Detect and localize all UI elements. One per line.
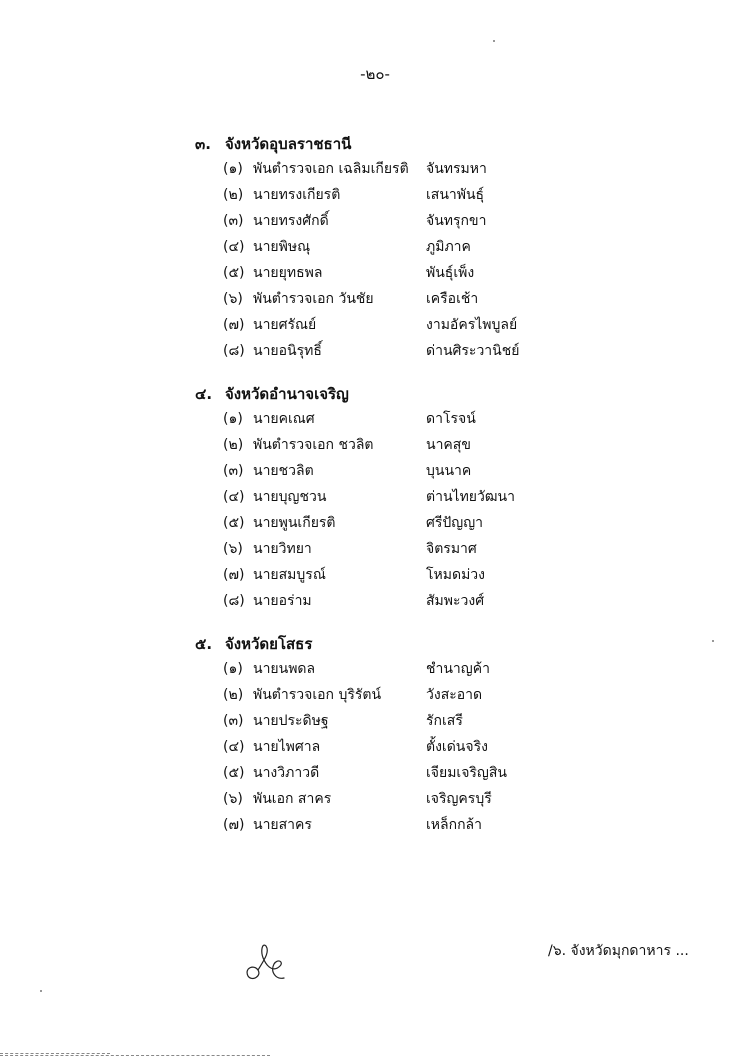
person-surname: เจริญครบุรี [426,791,492,807]
section-number: ๓. [195,135,211,153]
list-item [0,564,750,588]
list-item [0,210,750,234]
person-surname: สัมพะวงศ์ [426,593,485,609]
item-index: (๕) [223,265,245,281]
person-surname: จิตรมาศ [426,541,477,557]
person-surname: นาคสุข [426,437,471,453]
person-surname: งามอัครไพบูลย์ [426,317,518,333]
item-index: (๑) [223,661,243,677]
person-surname: ภูมิภาค [426,239,471,255]
person-surname: บุนนาค [426,463,472,479]
section-name: จังหวัดยโสธร [225,635,313,653]
section-number: ๕. [195,635,213,653]
person-name: นายสาคร [253,817,312,833]
list-item [0,434,750,458]
list-item [0,262,750,286]
item-index: (๓) [223,713,244,729]
person-surname: ศรีปัญญา [426,515,484,531]
list-item [0,486,750,510]
person-name: พันตำรวจเอก วันชัย [253,291,374,307]
section-name: จังหวัดอุบลราชธานี [225,135,352,153]
section-name: จังหวัดอำนาจเจริญ [225,385,349,403]
scan-speck [712,640,714,642]
item-index: (๔) [223,489,245,505]
person-surname: เหล็กกล้า [426,817,482,833]
person-surname: ดาโรจน์ [426,411,476,427]
list-item [0,288,750,312]
continuation-note: /๖. จังหวัดมุกดาหาร ... [548,943,689,959]
person-name: พันตำรวจเอก บุริรัตน์ [253,687,382,703]
person-surname: วังสะอาด [426,687,483,703]
person-name: นายทรงเกียรติ [253,187,341,203]
list-item [0,762,750,786]
item-index: (๖) [223,291,243,307]
list-item [0,340,750,364]
scan-speck [40,990,42,992]
list-item [0,736,750,760]
item-index: (๖) [223,541,243,557]
person-surname: จันทรมหา [426,161,487,177]
item-index: (๑) [223,411,243,427]
item-index: (๔) [223,239,245,255]
section-number: ๔. [195,385,213,403]
person-name: นายยุทธพล [253,265,323,281]
list-item [0,184,750,208]
item-index: (๕) [223,765,245,781]
person-surname: รักเสรี [426,713,463,729]
person-name: นายไพศาล [253,739,321,755]
item-index: (๗) [223,817,245,833]
list-item [0,538,750,562]
item-index: (๒) [223,187,244,203]
person-name: นายประดิษฐ [253,713,329,729]
scan-speck [493,40,495,42]
person-surname: ตั้งเด่นจริง [426,739,488,755]
item-index: (๓) [223,463,244,479]
person-surname: เสนาพันธุ์ [426,187,485,203]
person-name: นางวิภาวดี [253,765,320,781]
person-name: นายนพดล [253,661,316,677]
item-index: (๘) [223,593,245,609]
person-surname: ชำนาญค้า [426,661,490,677]
item-index: (๗) [223,317,245,333]
list-item [0,590,750,614]
person-surname: เจียมเจริญสิน [426,765,507,781]
item-index: (๗) [223,567,245,583]
list-item [0,314,750,338]
initials-mark [240,938,288,986]
list-item [0,684,750,708]
item-index: (๒) [223,687,244,703]
item-index: (๒) [223,437,244,453]
list-item [0,236,750,260]
item-index: (๔) [223,739,245,755]
person-surname: โหมดม่วง [426,567,485,583]
list-item [0,658,750,682]
person-surname: ต่านไทยวัฒนา [426,489,515,505]
person-name: นายพิษณุ [253,239,311,255]
list-item [0,460,750,484]
person-name: นายวิทยา [253,541,312,557]
item-index: (๘) [223,343,245,359]
person-name: นายพูนเกียรติ [253,515,336,531]
person-surname: เครือเช้า [426,291,479,307]
person-name: พันตำรวจเอก ชวลิต [253,437,374,453]
item-index: (๓) [223,213,244,229]
list-item [0,158,750,182]
list-item [0,814,750,838]
person-surname: ด่านศิระวานิชย์ [426,343,520,359]
person-name: นายอนิรุทธิ์ [253,343,322,359]
list-item [0,788,750,812]
item-index: (๑) [223,161,243,177]
person-name: นายบุญชวน [253,489,327,505]
person-name: นายชวลิต [253,463,314,479]
person-name: นายทรงศักดิ์ [253,213,329,229]
list-item [0,512,750,536]
scan-edge-line [0,1055,270,1057]
person-name: นายศรัณย์ [253,317,317,333]
person-name: นายอร่าม [253,593,312,609]
person-name: พันตำรวจเอก เฉลิมเกียรติ [253,161,409,177]
list-item [0,408,750,432]
handwritten-initials [240,938,288,990]
item-index: (๕) [223,515,245,531]
person-name: นายสมบูรณ์ [253,567,326,583]
person-surname: จันทรุกขา [426,213,487,229]
person-surname: พันธุ์เพ็ง [426,265,475,281]
section-title [195,382,349,406]
scan-edge-line [0,1053,110,1055]
person-name: นายคเณศ [253,411,315,427]
section-title [195,632,312,656]
item-index: (๖) [223,791,243,807]
list-item [0,710,750,734]
person-name: พันเอก สาคร [253,791,332,807]
page-number: -๒๐- [360,65,390,83]
section-title [195,132,351,156]
